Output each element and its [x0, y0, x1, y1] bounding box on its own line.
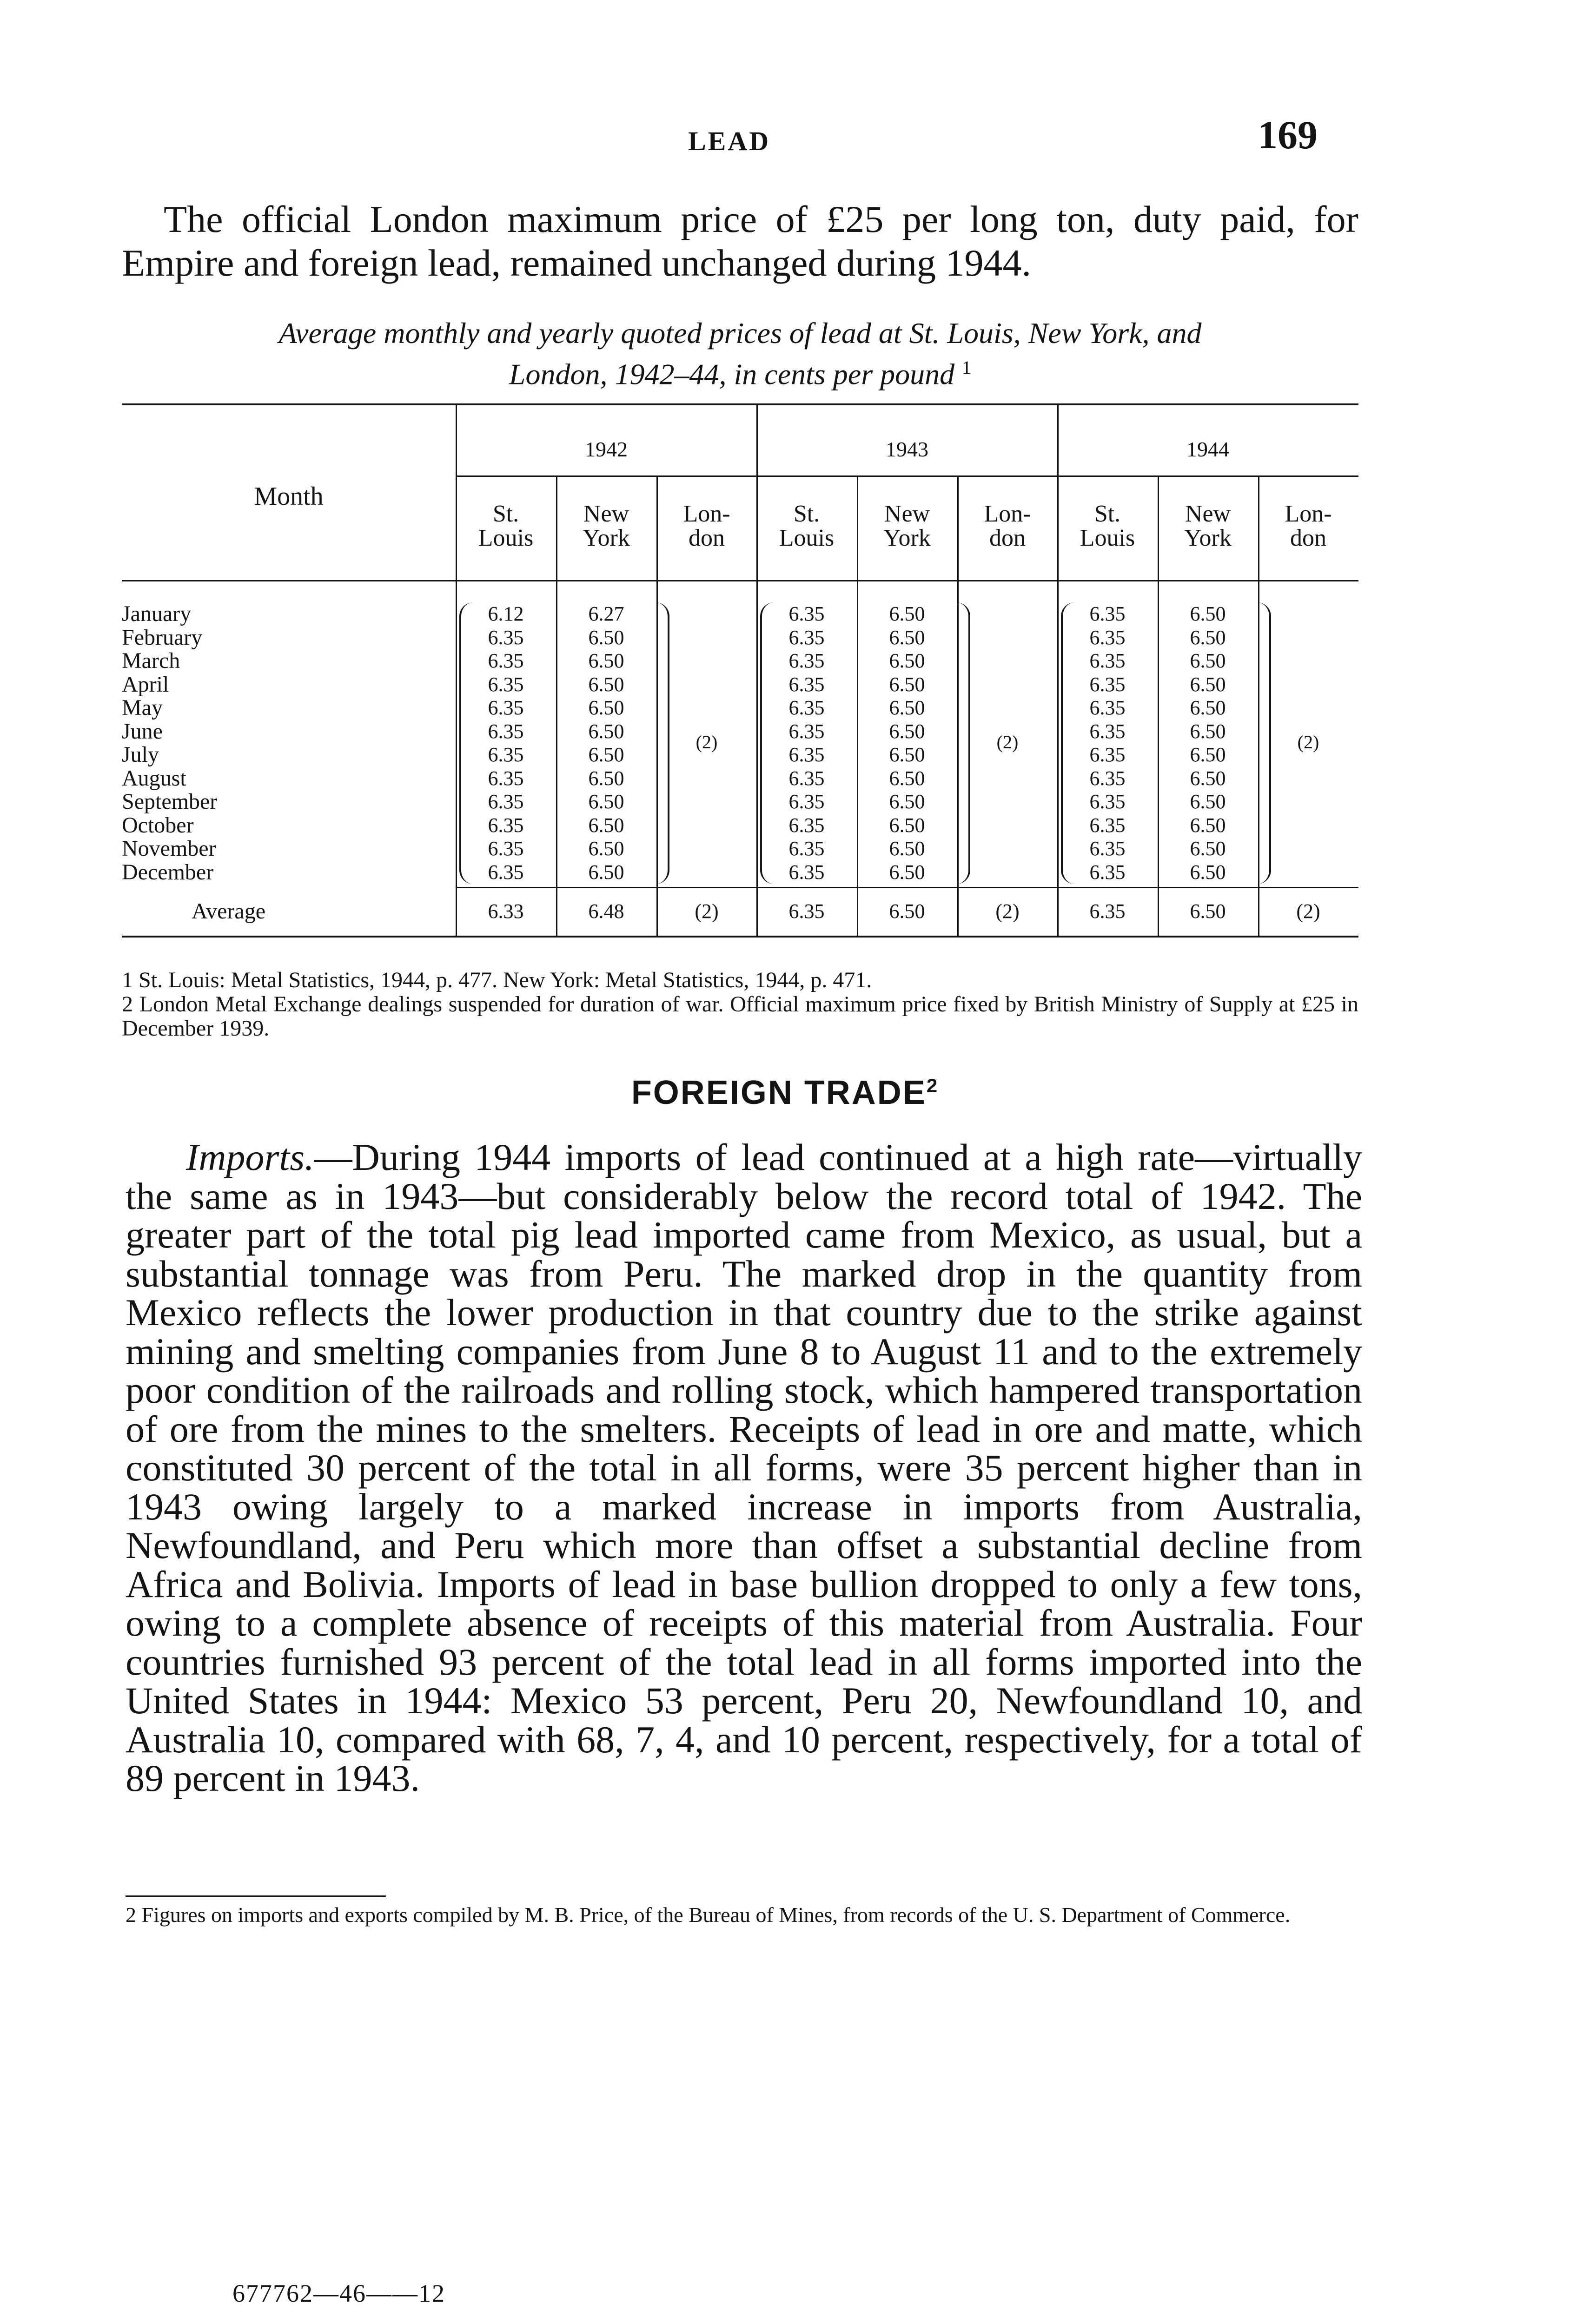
price-value: 6.50 [1190, 837, 1226, 860]
price-value: 6.35 [788, 626, 825, 649]
price-value: 6.35 [488, 696, 524, 719]
price-value: 6.50 [889, 720, 925, 743]
section-footnote: 2 Figures on imports and exports compiled by M. B. Price, of the Bureau of Mines, from records of the U. S. Department of Commerce. [126, 1903, 1291, 1927]
price-value: 6.35 [1089, 860, 1126, 884]
average-value: 6.50 [1190, 900, 1226, 923]
price-value: 6.35 [488, 790, 524, 813]
year-header-1944: 1944 [1186, 437, 1229, 461]
brace-left [459, 602, 473, 884]
footnote-rule [126, 1895, 386, 1897]
price-value: 6.35 [788, 696, 825, 719]
price-value: 6.35 [488, 813, 524, 837]
column-header: New York [1184, 501, 1232, 551]
column-header: New York [583, 501, 630, 551]
table-footnote-2: 2 London Metal Exchange dealings suspended for duration of war. Official maximum price fixed by British Ministry of Supply at £25 in December 1939. [122, 992, 1358, 1041]
brace-left [1061, 602, 1075, 884]
intro-paragraph: The official London maximum price of £25 per long ton, duty paid, for Empire and foreign lead, remained unchanged during 1944. [122, 198, 1358, 284]
month-name: June [122, 720, 165, 743]
page-number: 169 [1258, 112, 1318, 157]
month-label [122, 814, 450, 837]
average-value: (2) [695, 900, 719, 923]
average-value: 6.35 [1089, 900, 1126, 923]
price-value: 6.35 [1089, 602, 1126, 625]
price-value: 6.50 [588, 837, 624, 860]
price-value: 6.35 [788, 743, 825, 766]
average-value: (2) [1296, 900, 1320, 923]
table-row [122, 861, 1358, 884]
table-row [122, 837, 1358, 860]
table-bottom-rule [122, 936, 1358, 938]
price-value: 6.35 [488, 743, 524, 766]
month-name: February [122, 626, 204, 649]
column-header: St. Louis [1080, 501, 1135, 551]
month-column-header: Month [254, 482, 324, 511]
price-value: 6.50 [1190, 743, 1226, 766]
price-value: 6.35 [788, 649, 825, 672]
price-value: 6.50 [889, 790, 925, 813]
price-value: 6.35 [1089, 649, 1126, 672]
price-value: 6.50 [588, 720, 624, 743]
table-row [122, 626, 1358, 649]
month-label [122, 673, 450, 696]
month-label [122, 649, 450, 673]
month-name: May [122, 696, 165, 720]
month-name: August [122, 767, 188, 790]
average-value: 6.33 [488, 900, 524, 923]
column-header: St. Louis [478, 501, 534, 551]
price-value: 6.35 [488, 837, 524, 860]
brace-left [760, 602, 774, 884]
year-header-1942: 1942 [585, 437, 628, 461]
column-header: Lon- don [984, 501, 1031, 551]
year-header-1943: 1943 [886, 437, 928, 461]
price-value: 6.35 [1089, 626, 1126, 649]
price-value: 6.35 [488, 860, 524, 884]
table-row [122, 649, 1358, 673]
table-row [122, 767, 1358, 790]
caption-line-1: Average monthly and yearly quoted prices of lead at St. Louis, New York, and [278, 317, 1202, 350]
price-value: 6.50 [1190, 790, 1226, 813]
caption-line-2: London, 1942–44, in cents per pound [509, 357, 955, 391]
table-row [122, 696, 1358, 720]
price-value: 6.35 [488, 649, 524, 672]
price-value: 6.50 [588, 649, 624, 672]
price-value: 6.12 [488, 602, 524, 625]
average-value: 6.50 [889, 900, 925, 923]
price-value: 6.35 [1089, 837, 1126, 860]
price-value: 6.50 [889, 837, 925, 860]
price-value: 6.50 [588, 626, 624, 649]
month-label [122, 743, 450, 766]
price-value: 6.35 [1089, 766, 1126, 790]
table-footnote-1: 1 St. Louis: Metal Statistics, 1944, p. 477. New York: Metal Statistics, 1944, p. 471. [122, 968, 872, 992]
price-value: 6.50 [588, 743, 624, 766]
price-value: 6.50 [889, 649, 925, 672]
price-value: 6.35 [488, 673, 524, 696]
price-value: 6.35 [488, 766, 524, 790]
section-title-text: FOREIGN TRADE [631, 1074, 927, 1111]
price-value: 6.50 [889, 813, 925, 837]
price-value: 6.35 [788, 766, 825, 790]
column-header: Lon- don [1285, 501, 1332, 551]
average-rule [456, 887, 1358, 888]
month-name: November [122, 837, 218, 860]
price-value: 6.50 [889, 626, 925, 649]
price-value: 6.50 [1190, 766, 1226, 790]
table-caption [122, 316, 1358, 391]
month-name: December [122, 861, 215, 884]
table-row [122, 790, 1358, 813]
price-value: 6.35 [1089, 720, 1126, 743]
price-value: 6.35 [788, 860, 825, 884]
price-value: 6.50 [1190, 813, 1226, 837]
table-row [122, 602, 1358, 626]
price-value: 6.50 [889, 602, 925, 625]
london-footnote-ref: (2) [1297, 732, 1319, 753]
price-value: 6.35 [788, 837, 825, 860]
price-value: 6.50 [1190, 673, 1226, 696]
price-value: 6.50 [588, 696, 624, 719]
price-value: 6.50 [1190, 696, 1226, 719]
price-value: 6.35 [788, 813, 825, 837]
price-value: 6.35 [788, 790, 825, 813]
price-value: 6.35 [1089, 743, 1126, 766]
month-name: March [122, 649, 182, 673]
month-label [122, 720, 450, 743]
price-value: 6.35 [488, 720, 524, 743]
month-name: September [122, 790, 219, 813]
month-label [122, 837, 450, 860]
average-label [122, 900, 450, 923]
section-title [0, 1074, 1570, 1112]
london-footnote-ref: (2) [996, 732, 1019, 753]
price-value: 6.50 [889, 766, 925, 790]
average-label-text: Average [192, 900, 267, 923]
print-code: 677762—46——12 [232, 2279, 445, 2307]
average-value: (2) [995, 900, 1020, 923]
month-name: April [122, 673, 171, 696]
imports-body: —During 1944 imports of lead continued at a high rate—virtually the same as in 1943—but considerably below the record total of 1942. The greater part of the total pig lead imported came from Mexico, as usual, but a substantial tonnage was from Peru. The marked drop in the quantity from Mexico reflects the lower production in that country due to the strike against mining and smelting companies from June 8 to August 11 and to the extremely poor condition of the railroads and rolling stock, which hampered transportation of ore from the mines to the smelters. Receipts of lead in ore and matte, which constituted 30 percent of the total in all forms, were 35 percent higher than in 1943 owing largely to a marked increase in imports from Australia, Newfoundland, and Peru which more than offset a substantial decline from Africa and Bolivia. Imports of lead in base bullion dropped to only a few tons, owing to a complete absence of receipts of this material from Australia. Four countries furnished 93 percent of the total lead in all forms imported into the United States in 1944: Mexico 53 percent, Peru 20, Newfoundland 10, and Australia 10, compared with 68, 7, 4, and 10 percent, respectively, for a total of 89 percent in 1943. [126, 1136, 1362, 1799]
column-header: Lon- don [683, 501, 730, 551]
price-value: 6.50 [1190, 720, 1226, 743]
price-value: 6.35 [788, 720, 825, 743]
month-label [122, 602, 450, 626]
running-head: LEAD [688, 126, 771, 156]
price-value: 6.50 [889, 860, 925, 884]
month-name: October [122, 814, 196, 837]
price-value: 6.50 [889, 743, 925, 766]
price-value: 6.35 [1089, 696, 1126, 719]
month-name: July [122, 743, 161, 766]
month-name: January [122, 602, 193, 626]
price-value: 6.50 [588, 813, 624, 837]
average-value: 6.35 [788, 900, 825, 923]
price-value: 6.35 [788, 673, 825, 696]
imports-paragraph [126, 1138, 1362, 1798]
month-label [122, 767, 450, 790]
price-value: 6.50 [1190, 626, 1226, 649]
price-value: 6.50 [588, 790, 624, 813]
table-row [122, 673, 1358, 696]
price-value: 6.50 [588, 673, 624, 696]
month-label [122, 861, 450, 884]
price-value: 6.35 [488, 626, 524, 649]
average-value: 6.48 [588, 900, 624, 923]
price-value: 6.35 [788, 602, 825, 625]
column-header: New York [883, 501, 931, 551]
year-rule [456, 475, 1358, 477]
price-value: 6.50 [588, 860, 624, 884]
price-value: 6.35 [1089, 790, 1126, 813]
price-table [122, 403, 1358, 959]
price-value: 6.35 [1089, 813, 1126, 837]
header-rule [122, 580, 1358, 581]
month-label [122, 626, 450, 649]
average-row [122, 900, 1358, 923]
caption-footnote-ref: 1 [962, 357, 972, 378]
price-value: 6.50 [889, 696, 925, 719]
london-footnote-ref: (2) [696, 732, 718, 753]
price-value: 6.50 [1190, 649, 1226, 672]
column-header: St. Louis [779, 501, 835, 551]
imports-lead-in: Imports. [186, 1136, 314, 1178]
section-title-ref: 2 [926, 1075, 939, 1096]
month-label [122, 790, 450, 813]
price-value: 6.50 [1190, 860, 1226, 884]
table-top-rule [122, 403, 1358, 405]
price-value: 6.50 [1190, 602, 1226, 625]
table-row [122, 814, 1358, 837]
price-value: 6.50 [889, 673, 925, 696]
price-value: 6.27 [588, 602, 624, 625]
price-value: 6.35 [1089, 673, 1126, 696]
month-label [122, 696, 450, 720]
price-value: 6.50 [588, 766, 624, 790]
